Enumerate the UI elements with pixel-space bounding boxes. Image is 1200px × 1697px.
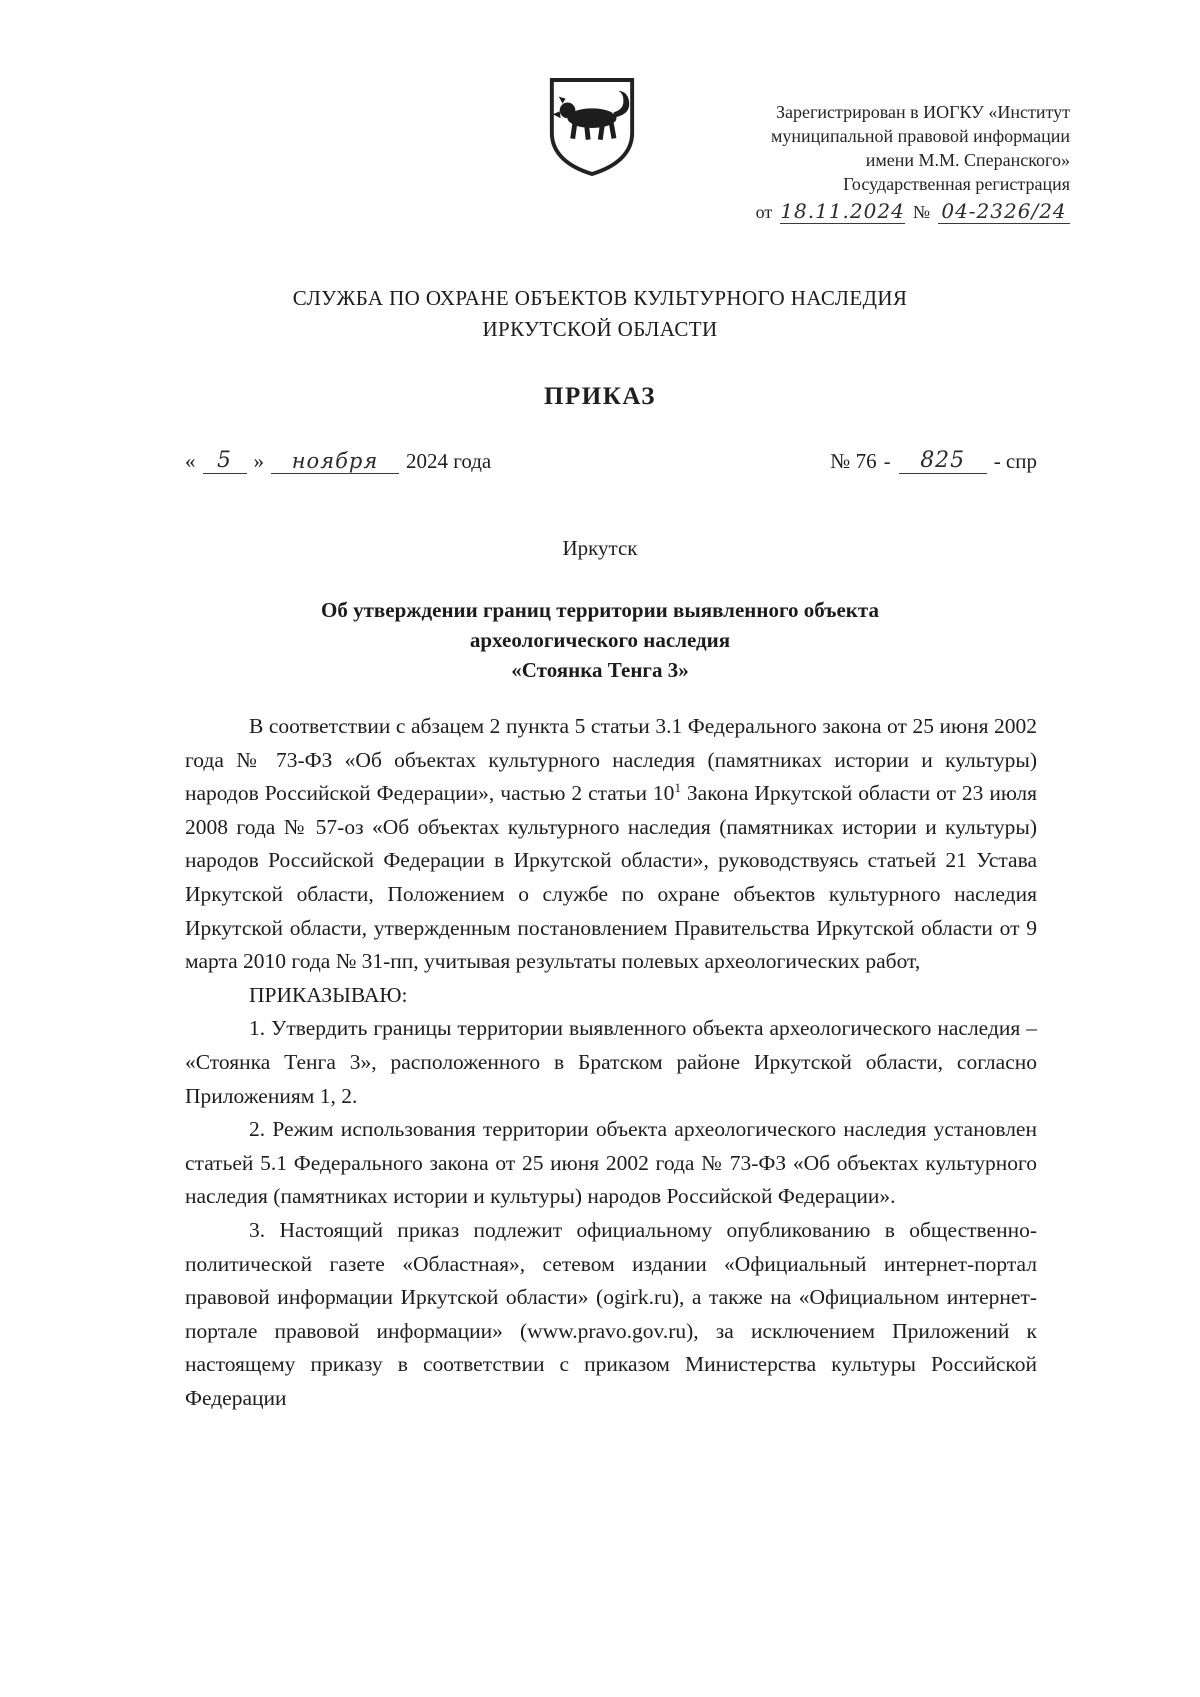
date-number-row: [185, 448, 1037, 474]
stamp-number-label: №: [912, 202, 930, 222]
document-type-heading: ПРИКАЗ: [544, 383, 656, 410]
month-handwritten: ноября: [271, 449, 399, 474]
organization-name-line1: СЛУЖБА ПО ОХРАНЕ ОБЪЕКТОВ КУЛЬТУРНОГО НАСЛЕДИЯ: [292, 286, 908, 310]
quote-close: »: [253, 449, 264, 474]
stamp-date-handwritten: 18.11.2024: [780, 199, 905, 223]
stamp-number-handwritten: 04-2326/24: [938, 200, 1070, 224]
document-title: [0, 595, 1200, 685]
preamble-part1: В соответствии с абзацем 2 пункта 5 статьи 3.1 Федерального закона от 25 июня 2002 года № 73-ФЗ «Об объектах культурного наследия (памятниках истории и культуры) народов Российской Федерации», частью 2 статьи 10: [185, 714, 1037, 806]
stamp-line: Зарегистрирован в ИОГКУ «Институт: [775, 102, 1070, 122]
paragraph-preamble: [185, 710, 1037, 979]
organization-name-line2: ИРКУТСКОЙ ОБЛАСТИ: [482, 317, 718, 341]
document-number: [830, 448, 1037, 474]
paragraph-item-1: 1. Утвердить границы территории выявленного объекта археологического наследия – «Стоянка Тенга 3», расположенного в Братском районе Иркутской области, согласно Приложениям 1, 2.: [185, 1016, 1037, 1108]
stamp-line: имени М.М. Сперанского»: [865, 150, 1070, 170]
number-dash-handwritten: -: [883, 450, 892, 475]
stamp-registration-line: [640, 200, 1070, 224]
registration-stamp: [640, 100, 1070, 224]
preamble-part2: Закона Иркутской области от 23 июля 2008 года № 57-оз «Об объектах культурного наследия (памятниках истории и культуры) народов Российской Федерации в Иркутской области», руководствуясь статьей 21 Устава Иркутской области, Положением о службе по охране объектов культурного наследия Иркутской области, утвержденным постановлением Правительства Иркутской области от 9 марта 2010 года № 31-пп, учитывая результаты полевых археологических работ,: [185, 781, 1037, 974]
paragraph-item-3: 3. Настоящий приказ подлежит официальному опубликованию в общественно-политической газете «Областная», сетевом издании «Официальный интернет-портал правовой информации Иркутской области» (ogirk.ru), а также на «Официальном интернет-портале правовой информации» (www.pravo.gov.ru), за исключением Приложений к настоящему приказу в соответствии с приказом Министерства культуры Российской Федерации: [185, 1217, 1037, 1410]
stamp-line: Государственная регистрация: [843, 174, 1070, 194]
document-title-line2: археологического наследия: [469, 628, 731, 652]
year-label: 2024 года: [406, 449, 492, 474]
document-title-line1: Об утверждении границ территории выявленного объекта: [321, 598, 879, 622]
document-body: [185, 710, 1037, 1415]
quote-open: «: [185, 449, 196, 474]
number-suffix: - спр: [993, 449, 1037, 474]
paragraph-order-word: ПРИКАЗЫВАЮ:: [249, 982, 408, 1007]
document-title-line3: «Стоянка Тенга 3»: [511, 658, 689, 682]
day-handwritten: 5: [203, 448, 247, 474]
number-printed: № 76: [830, 449, 877, 474]
footnote-superscript: 1: [674, 780, 681, 796]
number-handwritten: 825: [899, 448, 987, 474]
stamp-from-label: от: [755, 202, 773, 222]
stamp-line: муниципальной правовой информации: [771, 126, 1070, 146]
irkutsk-oblast-coat-of-arms-icon: [545, 76, 639, 178]
organization-name: [0, 283, 1200, 345]
paragraph-item-2: 2. Режим использования территории объекта археологического наследия установлен статьей 5.1 Федерального закона от 25 июня 2002 года № 73-ФЗ «Об объектах культурного наследия (памятниках истории и культуры) народов Российской Федерации».: [185, 1117, 1037, 1209]
place-line: Иркутск: [562, 536, 638, 560]
document-date: [185, 448, 491, 474]
